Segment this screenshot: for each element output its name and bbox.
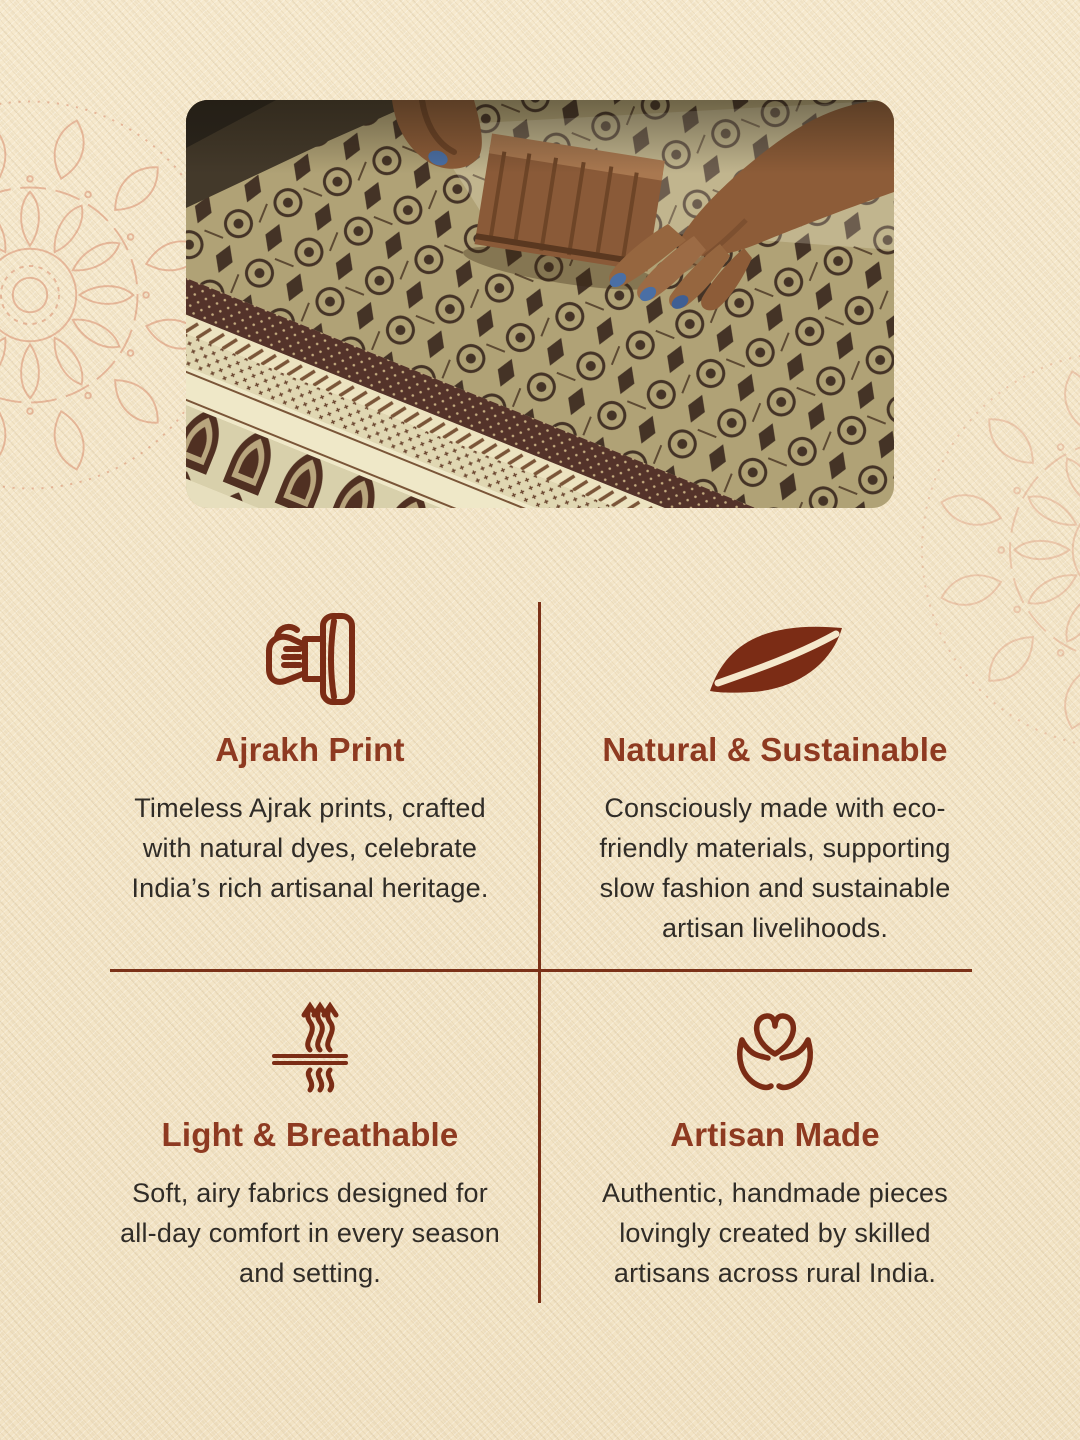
feature-title: Light & Breathable <box>161 1116 459 1153</box>
feature-title: Artisan Made <box>670 1116 880 1153</box>
feature-card-light-breathable <box>80 996 540 1294</box>
breathable-icon <box>260 996 360 1100</box>
leaf-icon <box>700 603 850 715</box>
block-printing-photo <box>186 100 894 508</box>
feature-description: Consciously made with eco-friendly materials, supporting slow fashion and sustainable artisan livelihoods. <box>599 793 951 943</box>
feature-description: Timeless Ajrak prints, crafted with natural dyes, celebrate India’s rich artisanal heritage. <box>131 793 489 903</box>
feature-title: Ajrakh Print <box>215 731 405 768</box>
divider-horizontal <box>110 969 972 972</box>
feature-card-ajrakh-print <box>80 603 540 909</box>
block-print-icon <box>260 603 360 715</box>
feature-description: Soft, airy fabrics designed for all-day comfort in every season and setting. <box>120 1178 500 1288</box>
hero-photo <box>186 100 894 508</box>
feature-card-artisan-made <box>545 996 1005 1294</box>
hands-heart-icon <box>725 996 825 1100</box>
feature-description: Authentic, handmade pieces lovingly created by skilled artisans across rural India. <box>602 1178 948 1288</box>
feature-card-natural-sustainable <box>545 603 1005 949</box>
feature-title: Natural & Sustainable <box>602 731 948 768</box>
